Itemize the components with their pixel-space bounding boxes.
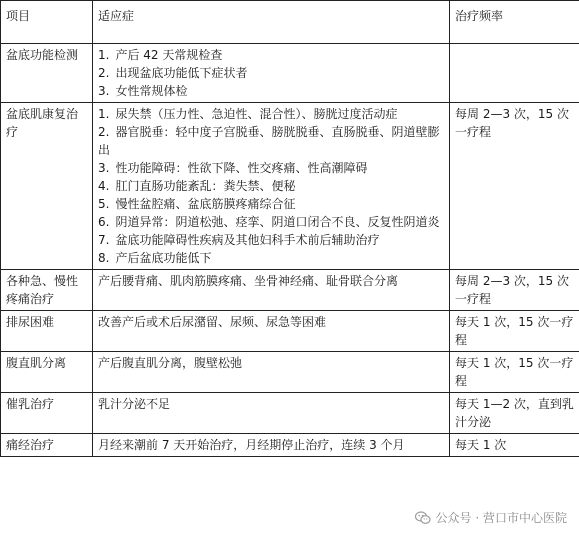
- item-cell: 盆底肌康复治疗: [1, 103, 93, 270]
- table-row: [1, 434, 579, 457]
- table-row: [1, 311, 579, 352]
- frequency-cell: [450, 44, 579, 103]
- indication-cell: 改善产后或术后尿潴留、尿频、尿急等困难: [93, 311, 450, 352]
- watermark-text: 公众号 · 营口市中心医院: [435, 511, 567, 525]
- indication-cell: 产后腰背痛、肌肉筋膜疼痛、坐骨神经痛、耻骨联合分离: [93, 270, 450, 311]
- indication-list: [98, 46, 444, 100]
- indication-cell: [93, 44, 450, 103]
- list-item: 2. 器官脱垂：轻中度子宫脱垂、膀胱脱垂、直肠脱垂、阴道壁膨出: [98, 125, 440, 157]
- frequency-cell: 每天 1 次: [450, 434, 579, 457]
- header-indication: 适应症: [93, 1, 450, 44]
- frequency-cell: 每天 1 次，15 次一疗程: [450, 311, 579, 352]
- header-frequency: 治疗频率: [450, 1, 579, 44]
- table-header-row: [1, 1, 579, 44]
- indication-cell: 产后腹直肌分离，腹壁松弛: [93, 352, 450, 393]
- frequency-cell: 每天 1—2 次，直到乳汁分泌: [450, 393, 579, 434]
- item-cell: 盆底功能检测: [1, 44, 93, 103]
- frequency-cell: 每周 2—3 次，15 次一疗程: [450, 270, 579, 311]
- indication-cell: [93, 103, 450, 270]
- wechat-icon: [415, 511, 431, 525]
- indication-cell: 乳汁分泌不足: [93, 393, 450, 434]
- table-row: [1, 44, 579, 103]
- list-item: 5. 慢性盆腔痛、盆底筋膜疼痛综合征: [98, 197, 296, 211]
- watermark: [415, 509, 567, 526]
- item-cell: 痛经治疗: [1, 434, 93, 457]
- table-row: [1, 393, 579, 434]
- list-item: 1. 产后 42 天常规检查: [98, 48, 223, 62]
- list-item: 3. 性功能障碍：性欲下降、性交疼痛、性高潮障碍: [98, 161, 368, 175]
- list-item: 6. 阴道异常：阴道松弛、痉挛、阴道口闭合不良、反复性阴道炎: [98, 215, 440, 229]
- frequency-cell: 每周 2—3 次，15 次一疗程: [450, 103, 579, 270]
- list-item: 4. 肛门直肠功能紊乱：粪失禁、便秘: [98, 179, 296, 193]
- item-cell: 腹直肌分离: [1, 352, 93, 393]
- table-row: [1, 270, 579, 311]
- list-item: 2. 出现盆底功能低下症状者: [98, 66, 248, 80]
- indication-cell: 月经来潮前 7 天开始治疗，月经期停止治疗，连续 3 个月: [93, 434, 450, 457]
- table-row: [1, 103, 579, 270]
- item-cell: 各种急、慢性疼痛治疗: [1, 270, 93, 311]
- item-cell: 排尿困难: [1, 311, 93, 352]
- list-item: 3. 女性常规体检: [98, 84, 188, 98]
- frequency-cell: 每天 1 次，15 次一疗程: [450, 352, 579, 393]
- header-item: 项目: [1, 1, 93, 44]
- list-item: 8. 产后盆底功能低下: [98, 251, 212, 265]
- indication-list: [98, 105, 444, 267]
- list-item: 1. 尿失禁（压力性、急迫性、混合性）、膀胱过度活动症: [98, 107, 398, 121]
- item-cell: 催乳治疗: [1, 393, 93, 434]
- list-item: 7. 盆底功能障碍性疾病及其他妇科手术前后辅助治疗: [98, 233, 380, 247]
- table-row: [1, 352, 579, 393]
